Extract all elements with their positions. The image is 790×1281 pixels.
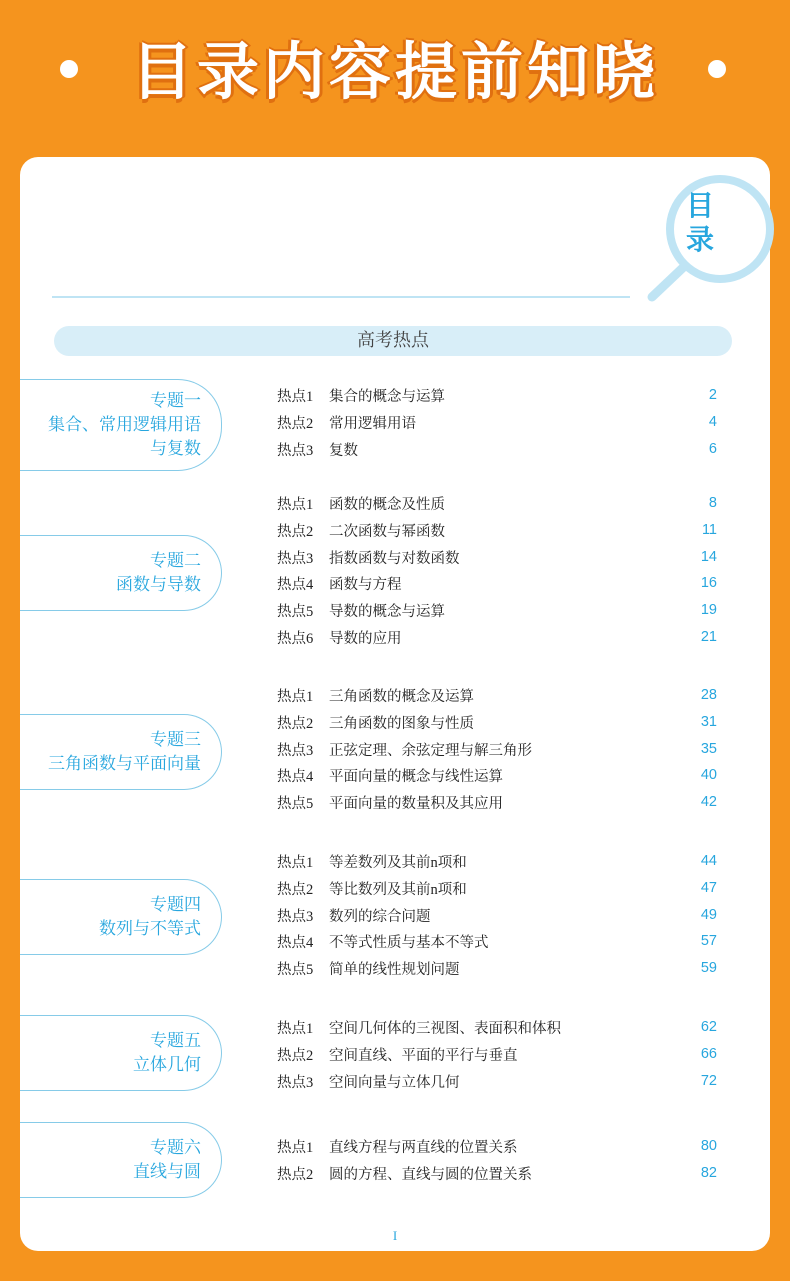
section-name: 立体几何 (133, 1055, 201, 1075)
section-pill-title: 高考热点 (54, 326, 732, 356)
toc-row[interactable] (277, 685, 727, 705)
section-name: 三角函数与平面向量 (48, 754, 201, 774)
topic-title: 不等式性质与基本不等式 (329, 935, 489, 952)
hotspot-label: 热点4 (277, 935, 314, 952)
topic-title: 函数的概念及性质 (329, 497, 445, 513)
page-ref: 62 (700, 1019, 717, 1035)
page-ref: 28 (700, 687, 717, 703)
section-number: 专题五 (150, 1031, 201, 1051)
toc-row[interactable] (277, 493, 727, 513)
toc-badge-line2: 录 (685, 223, 714, 256)
page-ref: 21 (700, 629, 717, 645)
topic-title: 圆的方程、直线与圆的位置关系 (329, 1166, 532, 1183)
hotspot-label: 热点3 (277, 1074, 314, 1091)
page-ref: 6 (708, 440, 717, 457)
page-ref: 49 (700, 906, 717, 923)
topic-title: 等差数列及其前n项和 (329, 855, 467, 871)
hotspot-label: 热点5 (277, 796, 314, 813)
page-ref: 35 (700, 740, 717, 757)
hotspot-label: 热点1 (277, 497, 314, 513)
topic-title: 常用逻辑用语 (329, 415, 416, 432)
toc-row[interactable] (277, 573, 727, 593)
hotspot-label: 热点1 (277, 1021, 314, 1037)
toc-row[interactable] (277, 739, 727, 759)
topic-title: 导数的概念与运算 (329, 604, 445, 621)
toc-row[interactable] (277, 1136, 727, 1156)
topic-title: 二次函数与幂函数 (329, 523, 445, 540)
hotspot-label: 热点2 (277, 881, 314, 898)
page-ref: 42 (700, 794, 717, 811)
toc-row[interactable] (277, 792, 727, 812)
topic-title: 平面向量的概念与线性运算 (329, 769, 503, 786)
page-ref: 80 (700, 1138, 717, 1154)
toc-row[interactable] (277, 520, 727, 540)
toc-row[interactable] (277, 600, 727, 620)
toc-row[interactable] (277, 931, 727, 951)
topic-title: 平面向量的数量积及其应用 (329, 796, 503, 813)
page-ref: 16 (700, 575, 717, 592)
topic-title: 空间向量与立体几何 (329, 1074, 460, 1091)
page-ref: 72 (700, 1072, 717, 1089)
bullet-dot-right (708, 60, 726, 78)
section-label (20, 714, 222, 790)
hotspot-label: 热点2 (277, 415, 314, 432)
page-ref: 8 (708, 495, 717, 511)
hotspot-label: 热点1 (277, 389, 314, 405)
topic-title: 空间直线、平面的平行与垂直 (329, 1047, 518, 1064)
topic-title: 直线方程与两直线的位置关系 (329, 1140, 518, 1156)
toc-row[interactable] (277, 851, 727, 871)
hotspot-label: 热点2 (277, 1166, 314, 1183)
toc-row[interactable] (277, 1044, 727, 1064)
section-name: 与复数 (150, 439, 201, 459)
hotspot-label: 热点1 (277, 1140, 314, 1156)
section-name: 函数与导数 (116, 575, 201, 595)
page-ref: 11 (701, 521, 717, 538)
topic-title: 数列的综合问题 (329, 908, 431, 925)
toc-row[interactable] (277, 547, 727, 567)
hotspot-label: 热点1 (277, 689, 314, 705)
hotspot-label: 热点6 (277, 631, 314, 647)
banner-title: 目录内容提前知晓 (130, 35, 659, 108)
topic-title: 正弦定理、余弦定理与解三角形 (329, 742, 532, 759)
toc-row[interactable] (277, 1163, 727, 1183)
page-ref: 31 (700, 713, 717, 730)
toc-row[interactable] (277, 412, 727, 432)
section-label (20, 379, 222, 471)
toc-row[interactable] (277, 1017, 727, 1037)
topic-title: 指数函数与对数函数 (329, 550, 460, 567)
toc-row[interactable] (277, 1071, 727, 1091)
page-ref: 66 (700, 1045, 717, 1062)
page-ref: 82 (700, 1164, 717, 1181)
page-ref: 14 (700, 548, 717, 565)
hotspot-label: 热点5 (277, 604, 314, 621)
page-ref: 2 (708, 387, 717, 403)
hotspot-label: 热点2 (277, 1047, 314, 1064)
page-ref: 47 (700, 879, 717, 896)
hotspot-label: 热点3 (277, 742, 314, 759)
toc-row[interactable] (277, 627, 727, 647)
topic-title: 导数的应用 (329, 631, 402, 647)
page-ref: 59 (700, 960, 717, 977)
section-number: 专题二 (150, 551, 201, 571)
section-label (20, 1122, 222, 1198)
hotspot-label: 热点2 (277, 523, 314, 540)
toc-row[interactable] (277, 439, 727, 459)
banner (0, 0, 790, 150)
section-number: 专题三 (150, 730, 201, 750)
topic-title: 空间几何体的三视图、表面积和体积 (329, 1021, 561, 1037)
section-number: 专题四 (150, 895, 201, 915)
section-name: 直线与圆 (133, 1162, 201, 1182)
topic-title: 三角函数的概念及运算 (329, 689, 474, 705)
topic-title: 复数 (329, 442, 358, 459)
toc-row[interactable] (277, 958, 727, 978)
hotspot-label: 热点4 (277, 769, 314, 786)
hotspot-label: 热点3 (277, 908, 314, 925)
page-number: I (392, 1228, 398, 1243)
toc-row[interactable] (277, 905, 727, 925)
section-label (20, 1015, 222, 1091)
topic-title: 函数与方程 (329, 577, 402, 594)
hotspot-label: 热点2 (277, 715, 314, 732)
page-ref: 44 (700, 853, 717, 869)
page-ref: 4 (708, 413, 717, 430)
hotspot-label: 热点3 (277, 550, 314, 567)
section-label (20, 535, 222, 611)
divider-line (52, 296, 630, 298)
page-ref: 19 (700, 602, 717, 619)
hotspot-label: 热点4 (277, 577, 314, 594)
topic-title: 集合的概念与运算 (329, 389, 445, 405)
topic-title: 简单的线性规划问题 (329, 962, 460, 979)
page-ref: 40 (700, 767, 717, 784)
section-name: 集合、常用逻辑用语 (48, 415, 201, 435)
toc-row[interactable] (277, 878, 727, 898)
section-label (20, 879, 222, 955)
toc-row[interactable] (277, 712, 727, 732)
page-ref: 57 (700, 933, 717, 950)
toc-row[interactable] (277, 765, 727, 785)
section-number: 专题六 (150, 1138, 201, 1158)
hotspot-label: 热点3 (277, 442, 314, 459)
hotspot-label: 热点5 (277, 962, 314, 979)
topic-title: 等比数列及其前n项和 (329, 881, 467, 898)
toc-row[interactable] (277, 385, 727, 405)
toc-card (20, 157, 770, 1251)
toc-badge (672, 189, 728, 257)
toc-badge-line1: 目 (685, 189, 714, 222)
section-number: 专题一 (150, 391, 201, 411)
hotspot-label: 热点1 (277, 855, 314, 871)
topic-title: 三角函数的图象与性质 (329, 715, 474, 732)
section-name: 数列与不等式 (99, 919, 201, 939)
